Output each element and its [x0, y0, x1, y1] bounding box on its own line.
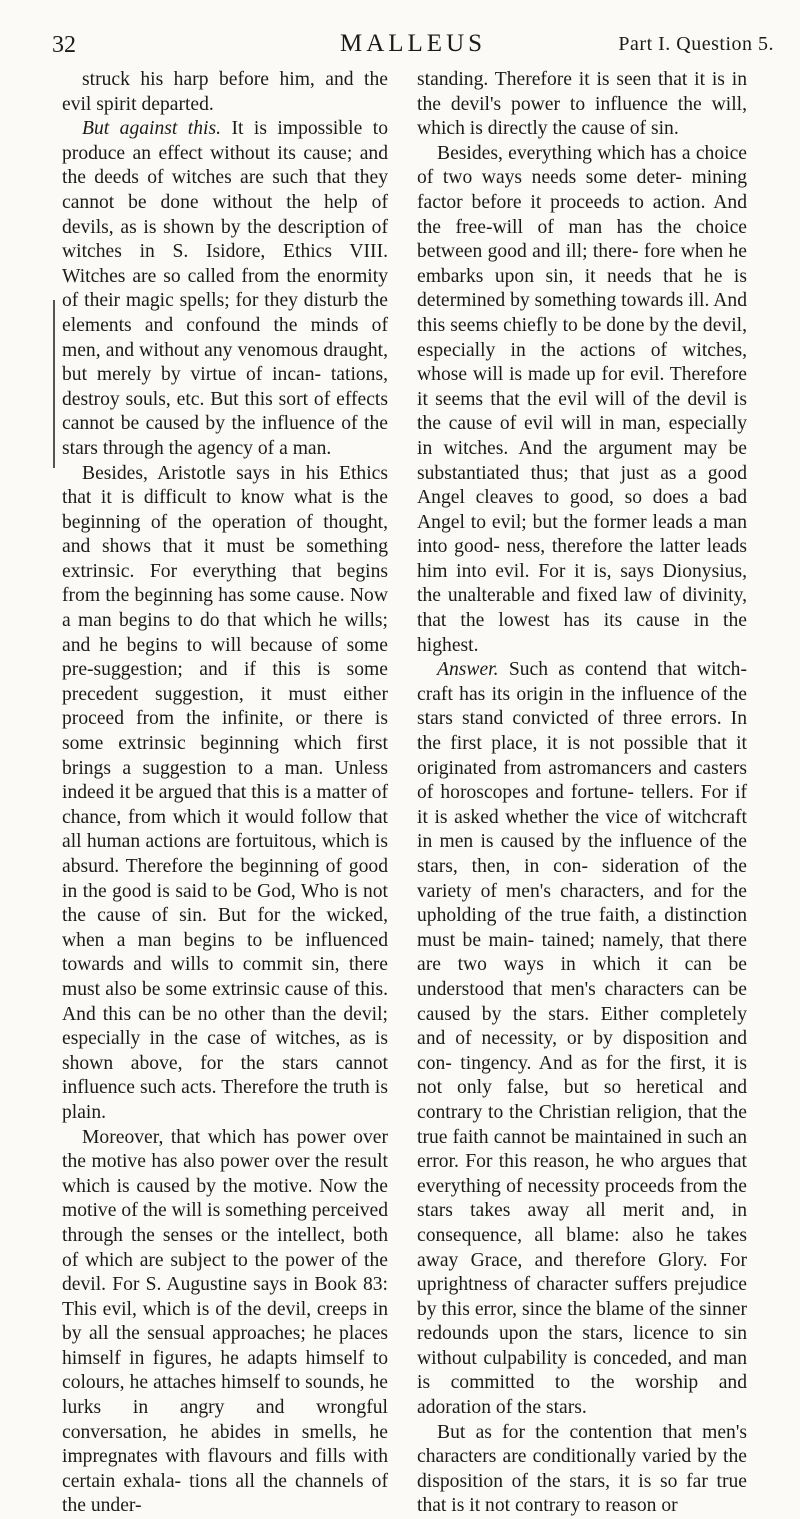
page-number: 32 — [52, 32, 76, 58]
paragraph — [62, 462, 388, 1126]
paragraph — [62, 1126, 388, 1519]
paragraph-text: It is impossible to produce an effect without its cause; and the deeds of witches are such that they cannot be done without the help of devils, as is shown by the description of witches in S. Isidore, Ethics VIII. Witches are so called from the enormity of their magic spells; for they disturb the elements and confound the minds of men, and without any venomous draught, but merely by virtue of incan- tations, destroy souls, etc. But this sort of effects cannot be caused by the influence of the stars through the agency of a man. — [62, 118, 388, 459]
left-column — [62, 68, 388, 1519]
paragraph-marker: But against this. — [82, 118, 222, 140]
paragraph-text: Such as contend that witch- craft has its origin in the influence of the stars stand convicted of three errors. In the first place, it is not possible that it originated from astromancers and casters of horoscopes and fortune- tellers. For if it is asked whether the vice of witchcraft in men is caused by the influence of the stars, then, in con- sideration of the variety of men's characters, and for the upholding of the true faith, a distinction must be main- tained; namely, that there are two ways in which it can be understood that men's characters can be caused by the stars. Either completely and of necessity, or by disposition and con- tingency. And as for the first, it is not only false, but so heretical and contrary to the Christian religion, that the true faith cannot be maintained in such an error. For this reason, he who argues that everything of necessity proceeds from the stars takes away all merit and, in consequence, all blame: also he takes away Grace, and therefore Glory. For uprightness of character suffers prejudice by this error, since the blame of the sinner redounds upon the stars, licence to sin without culpability is conceded, and man is committed to the worship and adoration of the stars. — [417, 659, 747, 1419]
paragraph — [62, 117, 388, 461]
running-header — [52, 30, 774, 60]
paragraph — [417, 1421, 747, 1519]
paragraph-text: Besides, everything which has a choice of two ways needs some deter- mining factor before it proceeds to action. And the free-will of man has the choice between good and ill; there- fore when he embarks upon sin, it needs that he is determined by something towards ill. And this seems chiefly to be done by the devil, especially in the actions of witches, whose will is made up for evil. Therefore it seems that the evil will of the devil is the cause of evil will in man, especially in witches. And the argument may be substantiated thus; that just as a good Angel cleaves to good, so does a bad Angel to evil; but the former leads a man into good- ness, therefore the latter leads him into evil. For it is, says Dionysius, the unalterable and fixed law of divinity, that the lowest has its cause in the highest. — [417, 142, 747, 656]
paragraph-text: Besides, Aristotle says in his Ethics that it is difficult to know what is the beginning of the operation of thought, and shows that it must be something extrinsic. For everything that begins from the beginning has some cause. Now a man begins to do that which he wills; and he begins to will because of some pre-suggestion; and if this is some precedent suggestion, it must either proceed from the infinite, or there is some extrinsic beginning which first brings a suggestion to a man. Unless indeed it be argued that this is a matter of chance, from which it would follow that all human actions are fortuitous, which is absurd. Therefore the beginning of good in the good is said to be God, Who is not the cause of sin. But for the wicked, when a man begins to be influenced towards and wills to commit sin, there must also be some extrinsic cause of this. And this can be no other than the devil; especially in the case of witches, as is shown above, for the stars cannot influence such acts. Therefore the truth is plain. — [62, 462, 388, 1123]
paragraph — [417, 658, 747, 1420]
paragraph-text: struck his harp before him, and the evil spirit departed. — [62, 69, 388, 115]
paragraph-marker: Answer. — [437, 659, 499, 681]
section-label: Part I. Question 5. — [618, 33, 774, 55]
right-column — [417, 68, 747, 1519]
margin-mark — [53, 300, 55, 468]
paragraph-text: standing. Therefore it is seen that it is in the devil's power to influence the will, which is directly the cause of sin. — [417, 69, 747, 140]
paragraph-text: But as for the contention that men's characters are conditionally varied by the disposition of the stars, it is so far true that is it not contrary to reason or — [417, 1421, 747, 1517]
paragraph — [417, 142, 747, 658]
paragraph-text: Moreover, that which has power over the motive has also power over the result which is caused by the motive. Now the motive of the will is something perceived through the senses or the intellect, both of which are subject to the power of the devil. For S. Augustine says in Book 83: This evil, which is of the devil, creeps in by all the sensual approaches; he places himself in figures, he adapts himself to colours, he attaches himself to sounds, he lurks in angry and wrongful conversation, he abides in smells, he impregnates with flavours and fills with certain exhala- tions all the channels of the under- — [62, 1126, 388, 1517]
paragraph — [62, 68, 388, 117]
running-title: MALLEUS — [339, 30, 487, 57]
paragraph — [417, 68, 747, 142]
